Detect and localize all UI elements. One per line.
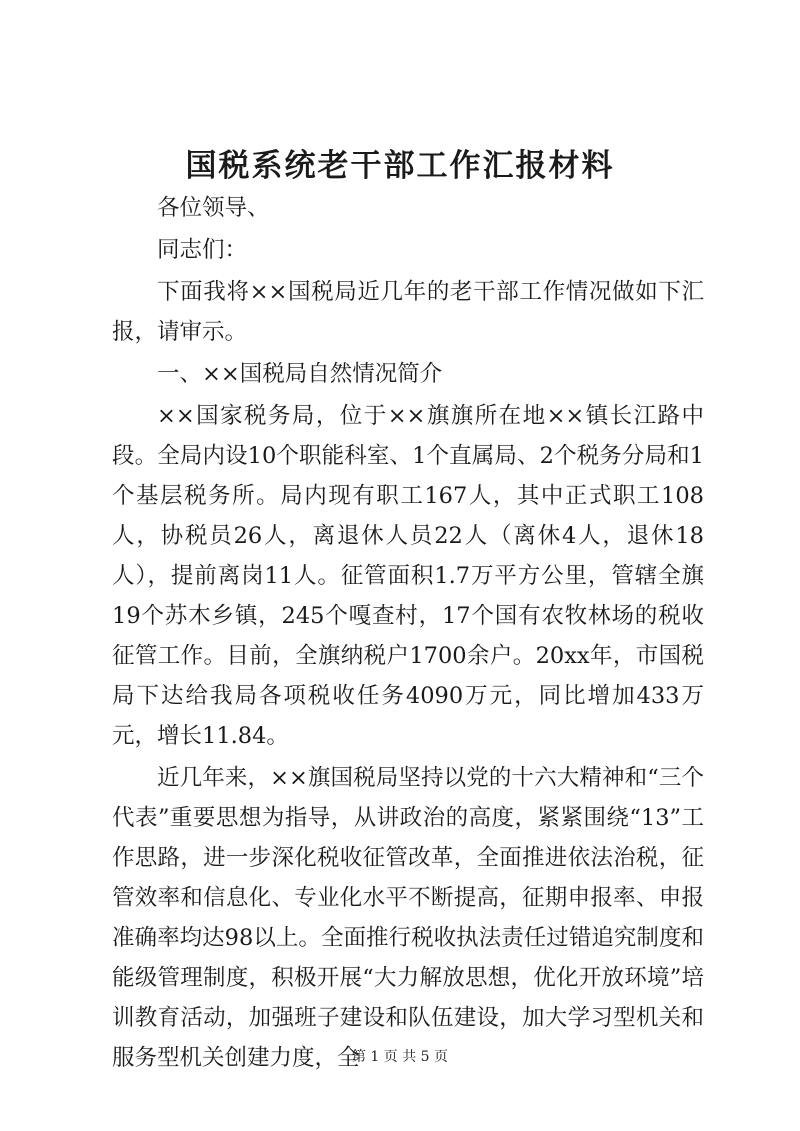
overview-paragraph: ××国家税务局，位于××旗旗所在地××镇长江路中段。全局内设10个职能科室、1个直属局、2个税务分局和1个基层税务所。局内现有职工167人，其中正式职工108人，协税员26人，离退休人员22人（离休4人，退休18人），提前离岗11人。征管面积1.7万平方公里，管辖全旗19个苏木乡镇，245个嘎查村，17个国有农牧林场的税收征管工作。目前，全旗纳税户1700余户。20xx年，市国税局下达给我局各项税收任务4090万元，同比增加433万元，增长11.84。 [112,403,704,749]
intro-paragraph: 下面我将××国税局近几年的老干部工作情况做如下汇报，请审示。 [112,279,704,345]
salutation-comrades: 同志们： [157,237,248,263]
page-number-footer: 第 1 页 共 5 页 [351,1049,449,1065]
document-title: 国税系统老干部工作汇报材料 [185,148,615,184]
salutation-leaders: 各位领导、 [157,195,270,221]
section-heading-1: 一、××国税局自然情况简介 [157,361,443,387]
document-body [112,188,704,1080]
work-paragraph: 近几年来，××旗国税局坚持以党的十六大精神和“三个代表”重要思想为指导，从讲政治的高度，紧紧围绕“13”工作思路，进一步深化税收征管改革，全面推进依法治税，征管效率和信息化、专业化水平不断提高，征期申报率、申报准确率均达98以上。全面推行税收执法责任过错追究制度和能级管理制度，积极开展“大力解放思想，优化开放环境”培训教育活动，加强班子建设和队伍建设，加大学习型机关和服务型机关创建力度，全 [112,765,704,1071]
